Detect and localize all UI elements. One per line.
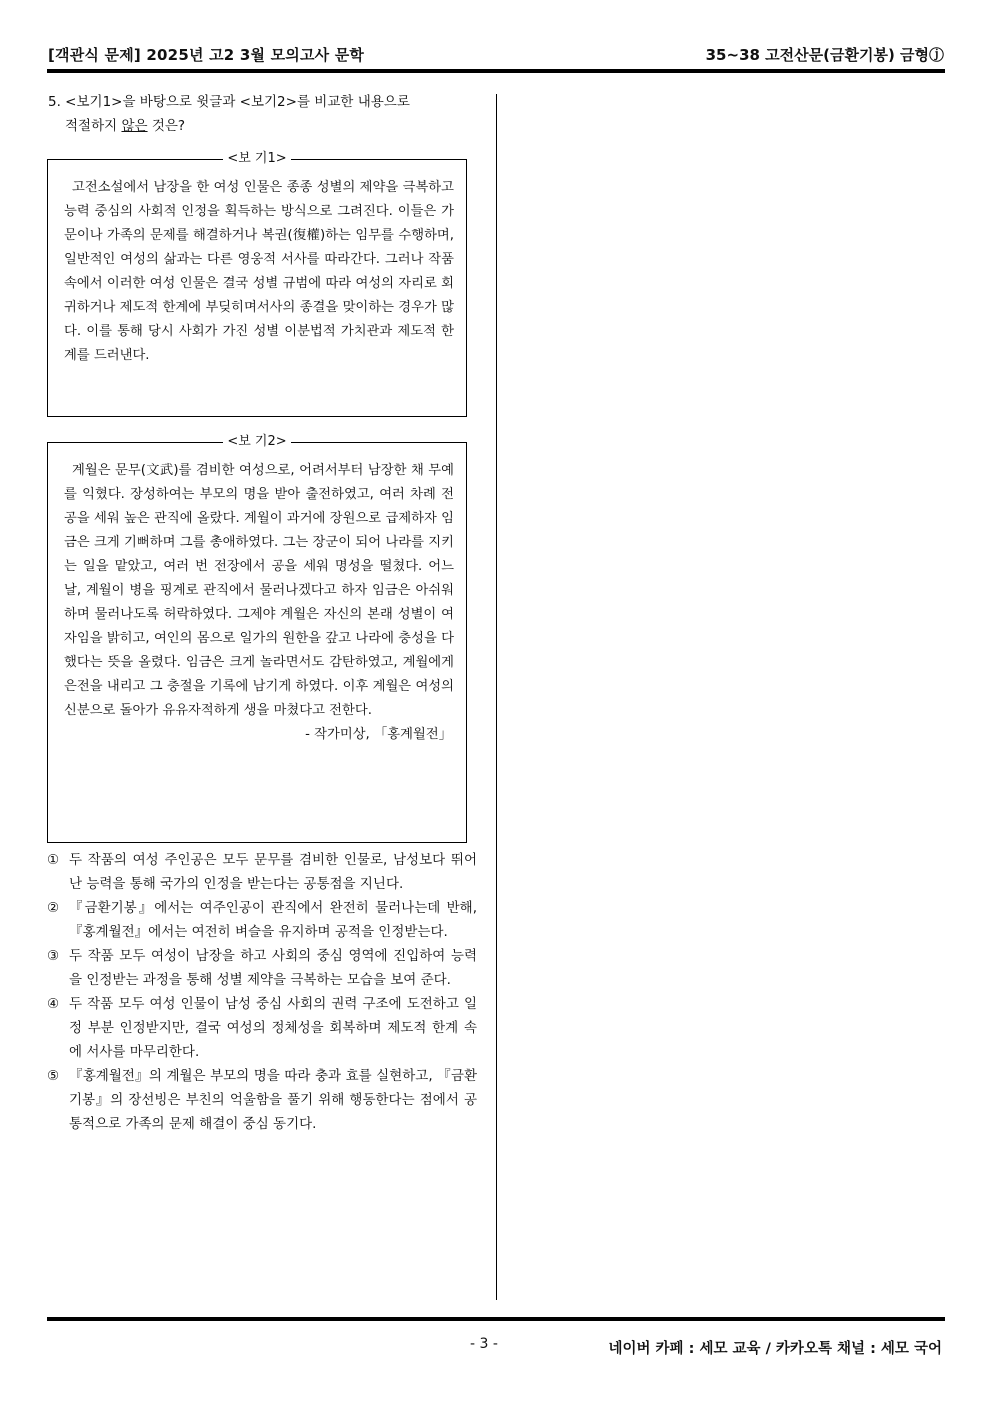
- choice-text: 두 작품의 여성 주인공은 모두 문무를 겸비한 인물로, 남성보다 뛰어난 능력을 통해 국가의 인정을 받는다는 공통점을 지닌다.: [69, 852, 477, 892]
- footer-rule: [47, 1317, 945, 1321]
- header-rule: [47, 69, 945, 73]
- page-number: - 3 -: [470, 1336, 498, 1352]
- footer-credits: 네이버 카페 : 세모 교육 / 카카오톡 채널 : 세모 국어: [608, 1341, 942, 1357]
- choice-text: 『홍계월전』의 계월은 부모의 명을 따라 충과 효를 실현하고, 『금환기봉』의 장선빙은 부친의 억울함을 풀기 위해 행동한다는 점에서 공통적으로 가족의 문제 해결이 중심 동기다.: [69, 1068, 477, 1132]
- question-line-1: 5. <보기1>을 바탕으로 윗글과 <보기2>를 비교한 내용으로: [48, 94, 410, 110]
- choice-2[interactable]: [47, 896, 477, 944]
- bogi1-text: 고전소설에서 남장을 한 여성 인물은 종종 성별의 제약을 극복하고 능력 중심의 사회적 인정을 획득하는 방식으로 그려진다. 이들은 가문이나 가족의 문제를 해결하거나 복권(復權)하는 임무를 수행하며, 일반적인 여성의 삶과는 다른 영웅적 서사를 따라간다. 그러나 작품 속에서 이러한 여성 인물은 결국 성별 규범에 따라 여성의 자리로 회귀하거나 제도적 한계에 부딪히며서사의 종결을 맞이하는 경우가 많다. 이를 통해 당시 사회가 가진 성별 이분법적 가치관과 제도적 한계를 드러낸다.: [64, 180, 454, 363]
- choice-1[interactable]: [47, 848, 477, 896]
- choice-5[interactable]: [47, 1064, 477, 1136]
- question-text: 적절하지: [65, 118, 122, 134]
- choice-4[interactable]: [47, 992, 477, 1064]
- header-section-label: 35~38 고전산문(금환기봉) 금형ⓙ: [705, 46, 944, 64]
- choice-number: ②: [47, 900, 60, 916]
- header-title: [객관식 문제] 2025년 고2 3월 모의고사 문학: [48, 46, 365, 64]
- question-emphasis: 않은: [121, 118, 148, 134]
- question-stem: [48, 90, 478, 138]
- bogi1-box: [47, 151, 467, 417]
- bogi2-box: [47, 434, 467, 843]
- question-text-end: 것은?: [147, 118, 186, 134]
- choice-3[interactable]: [47, 944, 477, 992]
- bogi2-source: - 작가미상, 「홍계월전」: [305, 727, 452, 742]
- choice-text: 두 작품 모두 여성 인물이 남성 중심 사회의 권력 구조에 도전하고 일정 부분 인정받지만, 결국 여성의 정체성을 회복하며 제도적 한계 속에 서사를 마무리한다.: [69, 996, 477, 1060]
- question-line-2: [48, 114, 478, 138]
- choice-text: 두 작품 모두 여성이 남장을 하고 사회의 중심 영역에 진입하여 능력을 인정받는 과정을 통해 성별 제약을 극복하는 모습을 보여 준다.: [69, 948, 477, 988]
- choice-text: 『금환기봉』에서는 여주인공이 관직에서 완전히 물러나는데 반해, 『홍계월전』에서는 여전히 벼슬을 유지하며 공적을 인정받는다.: [69, 900, 477, 940]
- choice-number: ④: [47, 996, 60, 1012]
- column-divider: [496, 94, 497, 1300]
- bogi1-label: <보 기1>: [48, 150, 466, 168]
- choice-number: ①: [47, 852, 60, 868]
- bogi2-label: <보 기2>: [48, 433, 466, 451]
- bogi2-text: 계월은 문무(文武)를 겸비한 여성으로, 어려서부터 남장한 채 무예를 익혔다. 장성하여는 부모의 명을 받아 출전하였고, 여러 차례 전공을 세워 높은 관직에 올랐다. 계월이 과거에 장원으로 급제하자 임금은 크게 기뻐하며 그를 총애하였다. 그는 장군이 되어 나라를 지키는 일을 맡았고, 여러 번 전장에서 공을 세워 명성을 떨쳤다. 어느 날, 계월이 병을 핑계로 관직에서 물러나겠다고 하자 임금은 아쉬워하며 물러나도록 허락하였다. 그제야 계월은 자신의 본래 성별이 여자임을 밝히고, 여인의 몸으로 일가의 원한을 갚고 나라에 충성을 다했다는 뜻을 올렸다. 임금은 크게 놀라면서도 감탄하였고, 계월에게 은전을 내리고 그 충절을 기록에 남기게 하였다. 이후 계월은 여성의 신분으로 돌아가 유유자적하게 생을 마쳤다고 전한다. - 작가미상, 「홍계월전」: [64, 459, 454, 747]
- answer-choices: [47, 848, 477, 1136]
- choice-number: ③: [47, 948, 60, 964]
- choice-number: ⑤: [47, 1068, 60, 1084]
